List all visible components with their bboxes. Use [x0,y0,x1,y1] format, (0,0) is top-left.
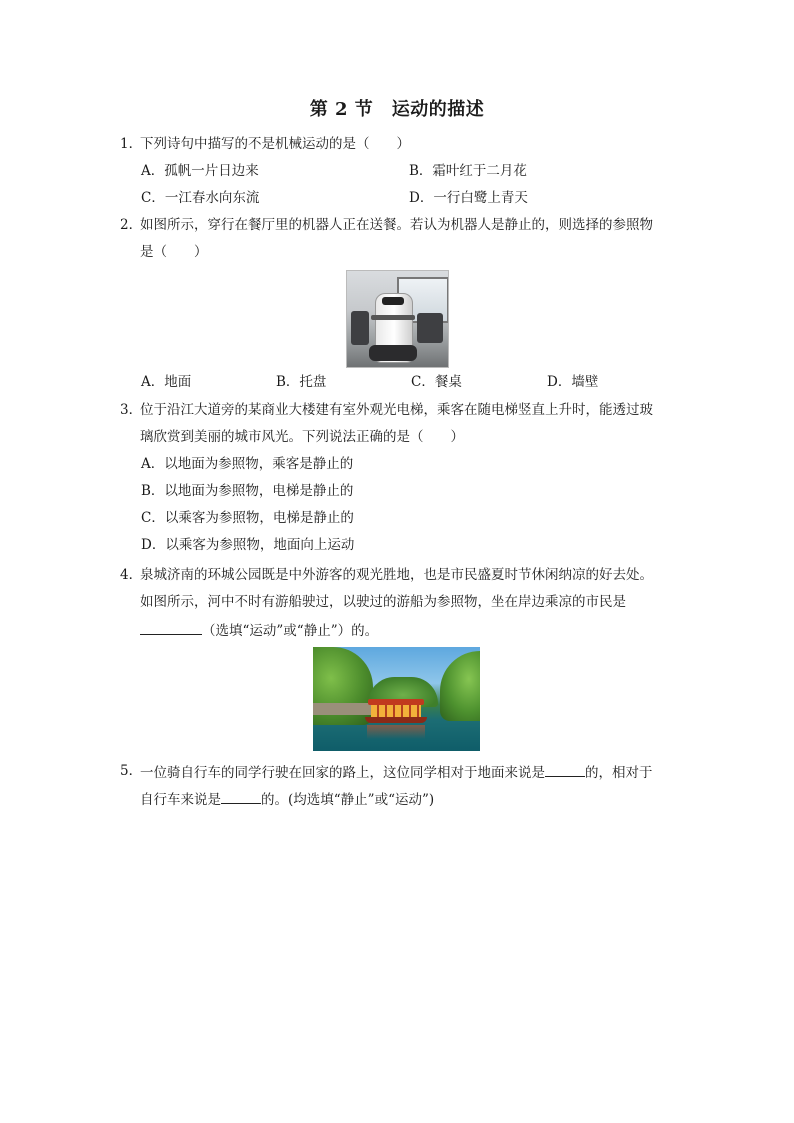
option-b[interactable]: B．霜叶红于二月花 [409,163,527,179]
question-stem: 如图所示，穿行在餐厅里的机器人正在送餐。若认为机器人是静止的，则选择的参照物 [140,217,653,233]
question-stem [140,762,653,782]
river-boat-photo [313,647,480,751]
question-stem-cont: 璃欣赏到美丽的城市风光。下列说法正确的是（ ） [140,429,464,445]
question-stem-cont [140,789,434,809]
question-stem: 下列诗句中描写的不是机械运动的是（ ） [140,136,410,152]
option-d[interactable]: D．墙壁 [547,374,599,390]
question-tail: （选填“运动”或“静止”）的。 [202,623,379,639]
chair [417,313,443,343]
boat-cabin [371,705,421,717]
question-stem: 位于沿江大道旁的某商业大楼建有室外观光电梯，乘客在随电梯竖直上升时，能透过玻 [140,402,653,418]
boat-hull [365,717,427,723]
option-d[interactable]: D．一行白鹭上青天 [409,190,528,206]
option-b[interactable]: B．托盘 [276,374,327,390]
option-c[interactable]: C．餐桌 [411,374,462,390]
chair [351,311,369,345]
question-number: 1． [120,136,143,152]
question-number: 5． [120,763,143,779]
option-d[interactable]: D．以乘客为参照物，地面向上运动 [141,537,355,553]
answer-blank[interactable] [221,789,261,804]
question-number: 3． [120,402,143,418]
option-c[interactable]: C．以乘客为参照物，电梯是静止的 [141,510,354,526]
question-number: 2． [120,217,143,233]
option-a[interactable]: A．地面 [141,374,192,390]
stem-part: 的，相对于 [585,765,653,781]
option-a[interactable]: A．以地面为参照物，乘客是静止的 [141,456,354,472]
question-stem-cont: 是（ ） [140,244,208,260]
question-number: 4． [120,567,143,583]
answer-blank[interactable] [140,620,202,635]
option-b[interactable]: B．以地面为参照物，电梯是静止的 [141,483,354,499]
willow-trees [440,651,480,721]
answer-line [140,620,378,640]
answer-blank[interactable] [545,762,585,777]
stone-wall [313,703,373,715]
tray [371,315,415,320]
water-reflection [367,725,425,739]
option-c[interactable]: C．一江春水向东流 [141,190,260,206]
robot-base [369,345,417,361]
robot-screen [382,297,404,305]
stem-part: 的。(均选填“静止”或“运动”) [261,792,435,808]
option-a[interactable]: A．孤帆一片日边来 [141,163,259,179]
question-stem-cont: 如图所示，河中不时有游船驶过，以驶过的游船为参照物，坐在岸边乘凉的市民是 [140,594,626,610]
page-title: 第 2 节 运动的描述 [309,99,485,120]
robot-photo [346,270,449,368]
stem-part: 一位骑自行车的同学行驶在回家的路上，这位同学相对于地面来说是 [140,765,545,781]
stem-part: 自行车来说是 [140,792,221,808]
question-stem: 泉城济南的环城公园既是中外游客的观光胜地，也是市民盛夏时节休闲纳凉的好去处。 [140,567,653,583]
